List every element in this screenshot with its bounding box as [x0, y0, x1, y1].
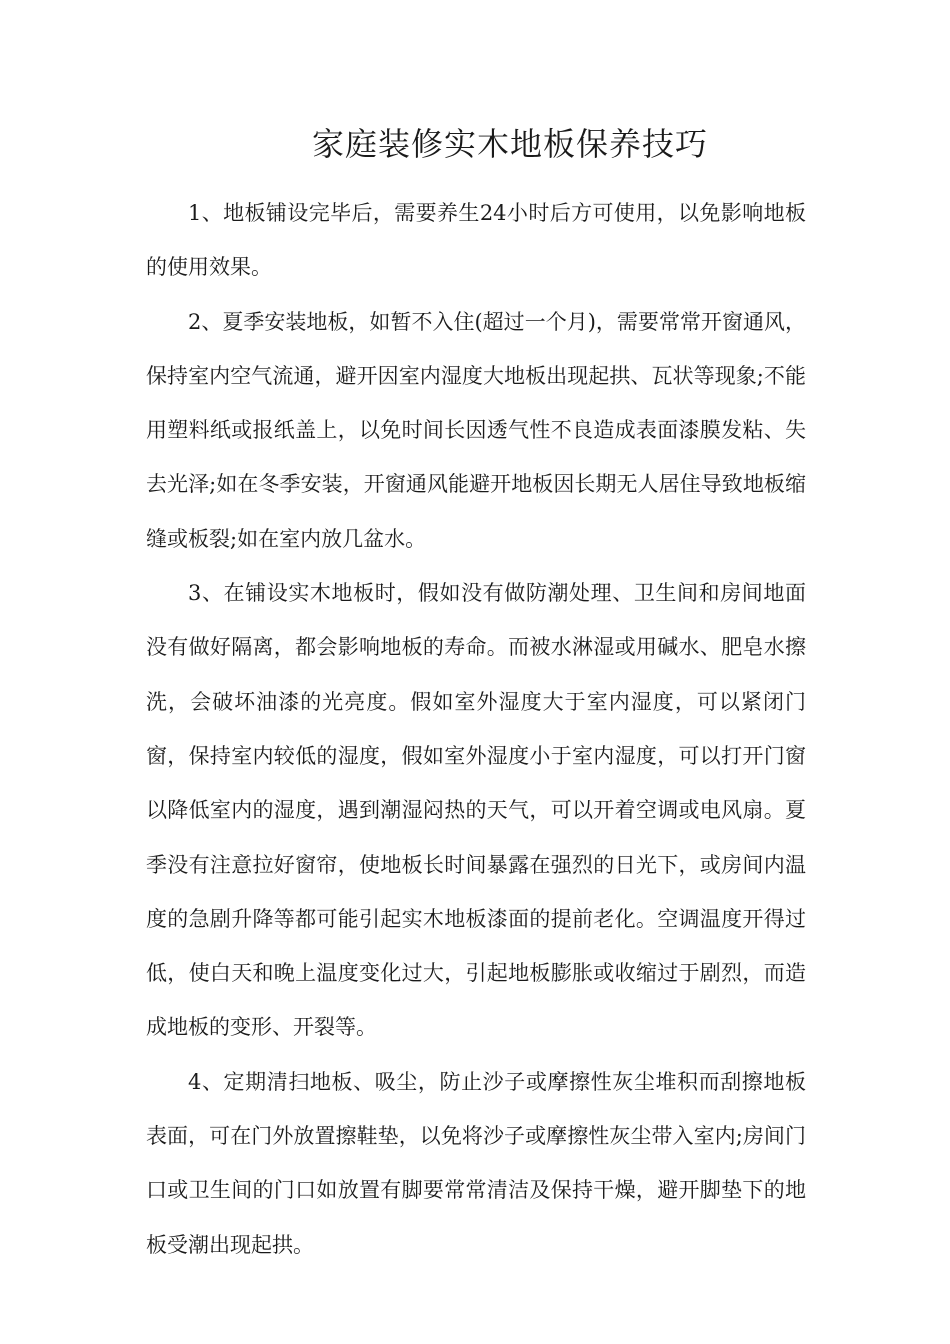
paragraph-3: 3、在铺设实木地板时，假如没有做防潮处理、卫生间和房间地面没有做好隔离，都会影响地板的寿命。而被水淋湿或用碱水、肥皂水擦洗，会破坏油漆的光亮度。假如室外湿度大于室内湿度，可以紧闭门窗，保持室内较低的湿度，假如室外湿度小于室内湿度，可以打开门窗以降低室内的湿度，遇到潮湿闷热的天气，可以开着空调或电风扇。夏季没有注意拉好窗帘，使地板长时间暴露在强烈的日光下，或房间内温度的急剧升降等都可能引起实木地板漆面的提前老化。空调温度开得过低，使白天和晚上温度变化过大，引起地板膨胀或收缩过于剧烈，而造成地板的变形、开裂等。	[146, 581, 806, 1040]
paragraph-2: 2、夏季安装地板，如暂不入住(超过一个月)，需要常常开窗通风，保持室内空气流通，避开因室内湿度大地板出现起拱、瓦状等现象;不能用塑料纸或报纸盖上，以免时间长因透气性不良造成表面漆膜发粘、失去光泽;如在冬季安装，开窗通风能避开地板因长期无人居住导致地板缩缝或板裂;如在室内放几盆水。	[146, 309, 806, 551]
document-title: 家庭装修实木地板保养技巧	[311, 125, 708, 163]
paragraph-1: 1、地板铺设完毕后，需要养生24小时后方可使用，以免影响地板的使用效果。	[146, 201, 806, 280]
paragraph-4: 4、定期清扫地板、吸尘，防止沙子或摩擦性灰尘堆积而刮擦地板表面，可在门外放置擦鞋垫，以免将沙子或摩擦性灰尘带入室内;房间门口或卫生间的门口如放置有脚要常常清洁及保持干燥，避开脚垫下的地板受潮出现起拱。	[146, 1069, 806, 1257]
document-body	[146, 186, 806, 1272]
